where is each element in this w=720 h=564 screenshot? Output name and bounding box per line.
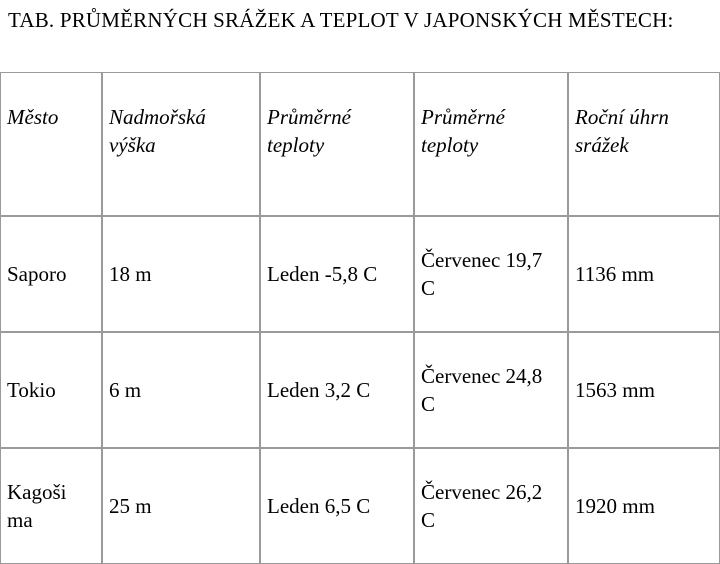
table-row [0, 332, 720, 448]
header-precipitation: Roční úhrn srážek [568, 72, 720, 216]
header-january-temperature: Průměrné teploty [260, 72, 414, 216]
page-title: TAB. PRŮMĚRNÝCH SRÁŽEK A TEPLOT V JAPONSKÝCH MĚSTECH: [8, 8, 674, 32]
header-altitude: Nadmořská výška [102, 72, 260, 216]
table-row [0, 448, 720, 564]
cell-precipitation: 1136 mm [568, 216, 720, 332]
cell-precipitation: 1920 mm [568, 448, 720, 564]
climate-table [0, 72, 720, 564]
header-july-temperature: Průměrné teploty [414, 72, 568, 216]
cell-january-temperature: Leden -5,8 C [260, 216, 414, 332]
cell-altitude: 18 m [102, 216, 260, 332]
header-city: Město [0, 72, 102, 216]
table-row [0, 216, 720, 332]
cell-july-temperature: Červenec 26,2 C [414, 448, 568, 564]
cell-altitude: 25 m [102, 448, 260, 564]
cell-city: Saporo [0, 216, 102, 332]
cell-july-temperature: Červenec 24,8 C [414, 332, 568, 448]
cell-city: Tokio [0, 332, 102, 448]
table-header-row [0, 72, 720, 216]
cell-precipitation: 1563 mm [568, 332, 720, 448]
cell-altitude: 6 m [102, 332, 260, 448]
cell-city: Kagoši ma [0, 448, 102, 564]
cell-january-temperature: Leden 6,5 C [260, 448, 414, 564]
cell-july-temperature: Červenec 19,7 C [414, 216, 568, 332]
cell-january-temperature: Leden 3,2 C [260, 332, 414, 448]
